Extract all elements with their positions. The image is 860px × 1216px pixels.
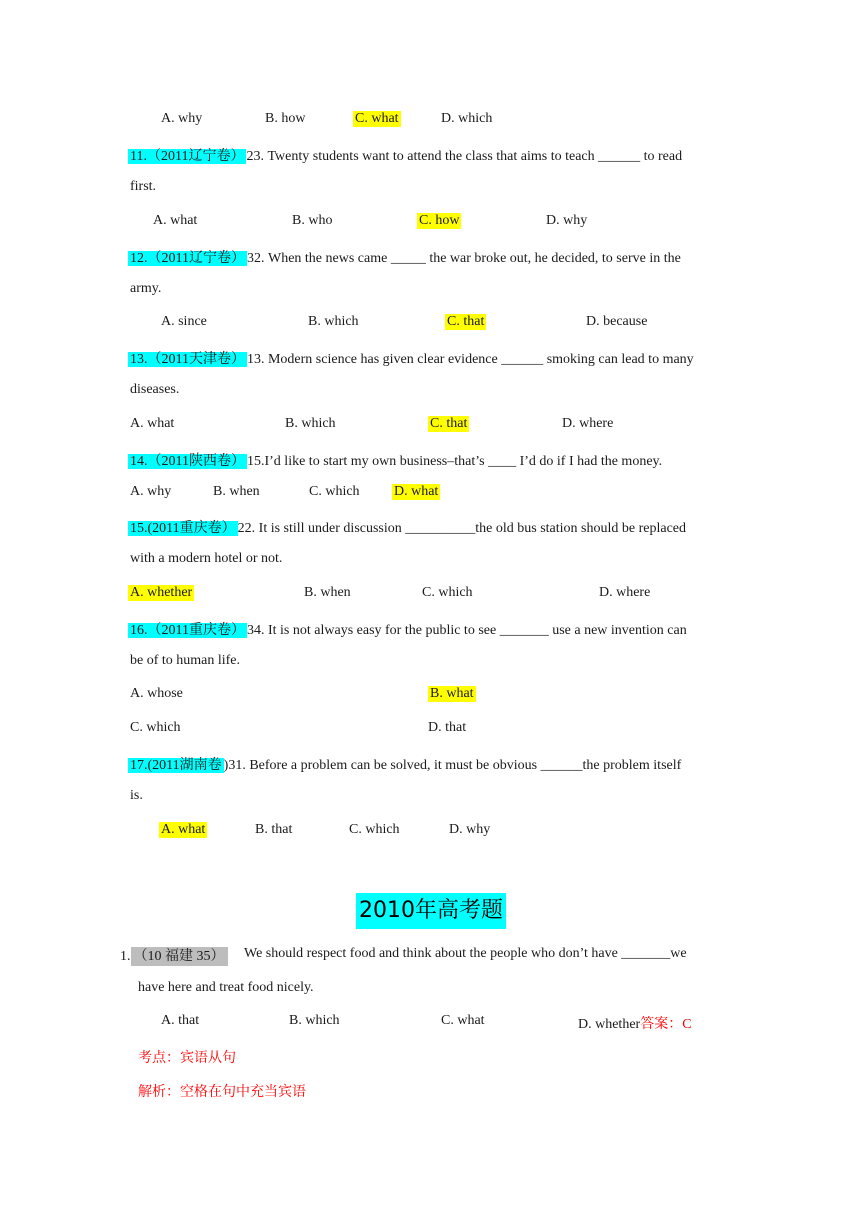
option-d: D. why bbox=[546, 213, 588, 228]
option-a: A. why bbox=[161, 111, 203, 126]
question-17 bbox=[128, 754, 681, 774]
section-heading: 2010年高考题 bbox=[356, 893, 506, 929]
option-a: A. what bbox=[153, 213, 198, 228]
option-b: B. which bbox=[285, 416, 336, 431]
question-text: 13. Modern science has given clear evidence ______ smoking can lead to many bbox=[246, 352, 694, 367]
question-source-tag: 13.（2011天津卷） bbox=[130, 352, 245, 367]
option-b: B. how bbox=[265, 111, 306, 126]
analysis: 解析：空格在句中充当宾语 bbox=[138, 1085, 306, 1100]
option-c-answer: C. that bbox=[447, 314, 485, 329]
option-d: D. whether bbox=[578, 1017, 641, 1032]
option-a: A. whose bbox=[130, 686, 183, 701]
option-a: A. since bbox=[161, 314, 207, 329]
option-b: B. which bbox=[289, 1013, 340, 1028]
question-text: 32. When the news came _____ the war broke out, he decided, to serve in the bbox=[246, 251, 681, 266]
option-d: D. that bbox=[428, 720, 467, 735]
question-text-cont: army. bbox=[130, 281, 162, 296]
option-a: A. what bbox=[130, 416, 175, 431]
option-d: D. where bbox=[562, 416, 614, 431]
option-d: D. why bbox=[449, 822, 491, 837]
question-source-tag: 15.(2011重庆卷） bbox=[130, 521, 236, 536]
option-c: C. which bbox=[422, 585, 473, 600]
option-b: B. who bbox=[292, 213, 333, 228]
option-b-answer: B. what bbox=[430, 686, 474, 701]
question-text: )31. Before a problem can be solved, it must be obvious ______the problem itself bbox=[223, 758, 682, 773]
option-c: C. which bbox=[130, 720, 181, 735]
question-text-cont: have here and treat food nicely. bbox=[138, 980, 314, 995]
option-b: B. which bbox=[308, 314, 359, 329]
option-c: C. which bbox=[309, 484, 360, 499]
question-14 bbox=[128, 450, 662, 470]
option-c: C. what bbox=[441, 1013, 485, 1028]
question-text-cont: is. bbox=[130, 788, 143, 803]
option-a-answer: A. what bbox=[161, 822, 206, 837]
option-c-answer: C. that bbox=[430, 416, 468, 431]
option-d: D. which bbox=[441, 111, 493, 126]
question-source-tag: 11.（2011辽宁卷） bbox=[130, 149, 245, 164]
question-source-tag: 12.（2011辽宁卷） bbox=[130, 251, 245, 266]
question-16 bbox=[128, 619, 687, 639]
question-text: 34. It is not always easy for the public to see _______ use a new invention can bbox=[246, 623, 687, 638]
answer-label: 答案：C bbox=[640, 1017, 692, 1032]
question-15 bbox=[128, 517, 686, 537]
question-source-tag: 16.（2011重庆卷） bbox=[130, 623, 245, 638]
question-text: 23. Twenty students want to attend the class that aims to teach ______ to read bbox=[246, 149, 683, 164]
question-13 bbox=[128, 348, 694, 368]
option-c-answer: C. how bbox=[419, 213, 460, 228]
option-a: A. why bbox=[130, 484, 172, 499]
option-d: D. where bbox=[599, 585, 651, 600]
question-text-cont: first. bbox=[130, 179, 157, 194]
option-b: B. when bbox=[304, 585, 351, 600]
option-c-answer: C. what bbox=[355, 111, 399, 126]
option-c: C. which bbox=[349, 822, 400, 837]
question-text-cont: be of to human life. bbox=[130, 653, 241, 668]
exam-point: 考点：宾语从句 bbox=[138, 1051, 236, 1066]
question-text: 22. It is still under discussion __________the old bus station should be replaced bbox=[237, 521, 686, 536]
option-a-answer: A. whether bbox=[130, 585, 193, 600]
question-text-cont: with a modern hotel or not. bbox=[130, 551, 283, 566]
question-number: 1. bbox=[120, 949, 131, 964]
question-text: We should respect food and think about the people who don’t have _______we bbox=[244, 946, 687, 961]
question-source-tag: 14.（2011陕西卷） bbox=[130, 454, 245, 469]
option-a: A. that bbox=[161, 1013, 200, 1028]
option-d-answer: D. what bbox=[394, 484, 439, 499]
option-b: B. when bbox=[213, 484, 260, 499]
option-d-with-answer bbox=[578, 1013, 692, 1033]
question-2010-1 bbox=[120, 942, 228, 972]
question-source-tag: 17.(2011湖南卷 bbox=[130, 758, 222, 773]
question-text: 15.I’d like to start my own business–that’s ____ I’d do if I had the money. bbox=[246, 454, 663, 469]
option-d: D. because bbox=[586, 314, 648, 329]
question-text-cont: diseases. bbox=[130, 382, 180, 397]
option-b: B. that bbox=[255, 822, 293, 837]
question-12 bbox=[128, 247, 681, 267]
question-source-tag: （10 福建 35） bbox=[131, 947, 228, 966]
question-11 bbox=[128, 145, 682, 165]
